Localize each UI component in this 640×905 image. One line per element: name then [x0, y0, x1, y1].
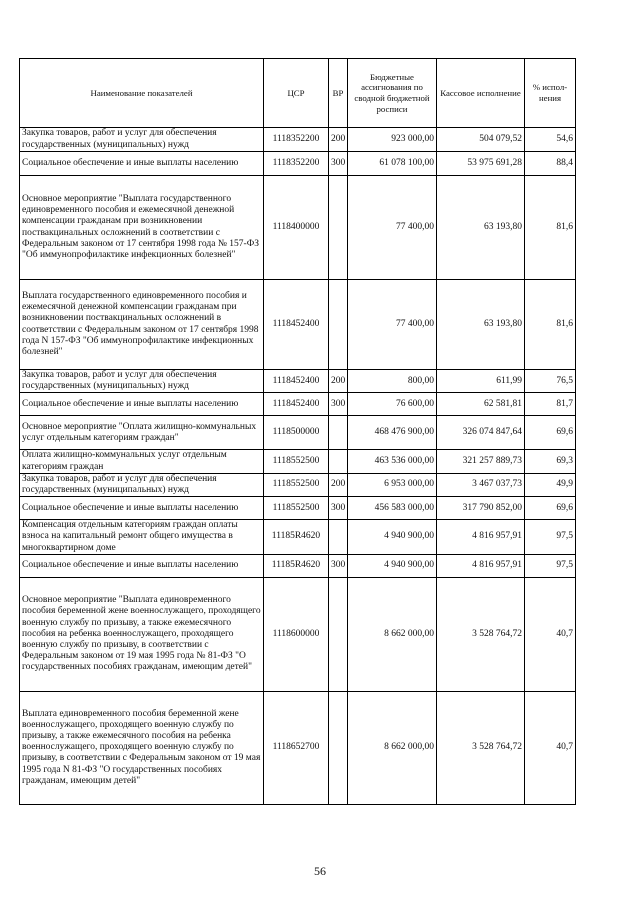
row-vr: 300 — [329, 497, 348, 520]
row-csr: 11185R4620 — [264, 520, 329, 555]
table-row — [20, 450, 576, 473]
budget-execution-table — [19, 58, 576, 805]
row-csr: 1118600000 — [264, 577, 329, 691]
row-cash-execution: 611,99 — [437, 370, 525, 393]
row-vr: 300 — [329, 393, 348, 416]
row-percent: 76,5 — [525, 370, 576, 393]
table-row — [20, 176, 576, 280]
row-percent: 81,7 — [525, 393, 576, 416]
row-cash-execution: 3 528 764,72 — [437, 577, 525, 691]
row-vr — [329, 280, 348, 370]
row-csr: 1118452400 — [264, 280, 329, 370]
row-allocation: 800,00 — [348, 370, 437, 393]
row-csr: 1118652700 — [264, 691, 329, 804]
table-header-row — [20, 59, 576, 128]
row-allocation: 77 400,00 — [348, 176, 437, 280]
row-percent: 40,7 — [525, 691, 576, 804]
table-row — [20, 393, 576, 416]
row-csr: 1118552500 — [264, 473, 329, 496]
row-cash-execution: 63 193,80 — [437, 176, 525, 280]
row-csr: 1118400000 — [264, 176, 329, 280]
row-name: Социальное обеспечение и иные выплаты населению — [20, 497, 264, 520]
row-name: Закупка товаров, работ и услуг для обеспечения государственных (муниципальных) нужд — [20, 370, 264, 393]
row-name: Основное мероприятие "Оплата жилищно-коммунальных услуг отдельным категориям граждан" — [20, 416, 264, 450]
row-cash-execution: 321 257 889,73 — [437, 450, 525, 473]
row-csr: 1118552500 — [264, 497, 329, 520]
table-row — [20, 691, 576, 804]
row-name: Социальное обеспечение и иные выплаты населению — [20, 152, 264, 176]
row-name: Основное мероприятие "Выплата единовременного пособия беременной жене военнослужащего, проходящего военную службу по призыву, а также ежемесячного пособия на ребенка военнослужащего, проходящего военную службу по призыву, в соответствии с Федеральным законом от 19 мая 1995 года № 81-ФЗ "О государственных пособиях гражданам, имеющим детей" — [20, 577, 264, 691]
page-number: 56 — [314, 864, 326, 878]
row-name: Основное мероприятие "Выплата государственного единовременного пособия и ежемесячной денежной компенсации гражданам при возникновении поствакцинальных осложнений в соответствии с Федеральным законом от 17 сентября 1998 года № 157-ФЗ "Об иммунопрофилактике инфекционных болезней" — [20, 176, 264, 280]
row-vr — [329, 577, 348, 691]
row-allocation: 61 078 100,00 — [348, 152, 437, 176]
row-allocation: 6 953 000,00 — [348, 473, 437, 496]
row-csr: 1118500000 — [264, 416, 329, 450]
row-percent: 54,6 — [525, 128, 576, 152]
row-name: Компенсация отдельным категориям граждан оплаты взноса на капитальный ремонт общего имущества в многоквартирном доме — [20, 520, 264, 555]
row-percent: 69,6 — [525, 416, 576, 450]
table-row — [20, 416, 576, 450]
row-percent: 97,5 — [525, 520, 576, 555]
row-name: Закупка товаров, работ и услуг для обеспечения государственных (муниципальных) нужд — [20, 473, 264, 496]
row-vr — [329, 450, 348, 473]
row-csr: 1118452400 — [264, 370, 329, 393]
row-csr: 1118552500 — [264, 450, 329, 473]
row-cash-execution: 53 975 691,28 — [437, 152, 525, 176]
table-row — [20, 497, 576, 520]
row-csr: 11185R4620 — [264, 554, 329, 577]
table-row — [20, 370, 576, 393]
table-row — [20, 280, 576, 370]
row-cash-execution: 317 790 852,00 — [437, 497, 525, 520]
header-allocations: Бюджетные ассигнования по сводной бюджетной росписи — [348, 59, 437, 128]
row-percent: 88,4 — [525, 152, 576, 176]
row-csr: 1118352200 — [264, 128, 329, 152]
row-vr — [329, 176, 348, 280]
row-cash-execution: 504 079,52 — [437, 128, 525, 152]
row-allocation: 4 940 900,00 — [348, 554, 437, 577]
header-percent: % испол-нения — [525, 59, 576, 128]
row-allocation: 923 000,00 — [348, 128, 437, 152]
row-percent: 49,9 — [525, 473, 576, 496]
row-allocation: 8 662 000,00 — [348, 691, 437, 804]
row-name: Социальное обеспечение и иные выплаты населению — [20, 554, 264, 577]
table-row — [20, 520, 576, 555]
row-allocation: 8 662 000,00 — [348, 577, 437, 691]
row-cash-execution: 4 816 957,91 — [437, 554, 525, 577]
row-percent: 69,3 — [525, 450, 576, 473]
row-cash-execution: 63 193,80 — [437, 280, 525, 370]
row-vr — [329, 520, 348, 555]
row-allocation: 463 536 000,00 — [348, 450, 437, 473]
table-row — [20, 554, 576, 577]
row-allocation: 77 400,00 — [348, 280, 437, 370]
row-name: Социальное обеспечение и иные выплаты населению — [20, 393, 264, 416]
row-csr: 1118352200 — [264, 152, 329, 176]
row-percent: 97,5 — [525, 554, 576, 577]
row-vr: 200 — [329, 370, 348, 393]
row-percent: 40,7 — [525, 577, 576, 691]
row-allocation: 468 476 900,00 — [348, 416, 437, 450]
row-vr — [329, 691, 348, 804]
table-row — [20, 577, 576, 691]
row-allocation: 4 940 900,00 — [348, 520, 437, 555]
table-row — [20, 128, 576, 152]
row-name: Выплата единовременного пособия беременной жене военнослужащего, проходящего военную службу по призыву, а также ежемесячного пособия на ребенка военнослужащего, проходящего военную службу по призыву, в соответствии с Федеральным законом от 19 мая 1995 года N 81-ФЗ "О государственных пособиях гражданам, имеющим детей" — [20, 691, 264, 804]
row-allocation: 76 600,00 — [348, 393, 437, 416]
row-vr: 200 — [329, 128, 348, 152]
row-vr — [329, 416, 348, 450]
table-row — [20, 473, 576, 496]
row-name: Закупка товаров, работ и услуг для обеспечения государственных (муниципальных) нужд — [20, 128, 264, 152]
header-name: Наименование показателей — [20, 59, 264, 128]
row-name: Выплата государственного единовременного пособия и ежемесячной денежной компенсации гражданам при возникновении поствакцинальных осложнений в соответствии с Федеральным законом от 17 сентября 1998 года N 157-ФЗ "Об иммунопрофилактике инфекционных болезней" — [20, 280, 264, 370]
row-cash-execution: 326 074 847,64 — [437, 416, 525, 450]
row-allocation: 456 583 000,00 — [348, 497, 437, 520]
row-cash-execution: 3 467 037,73 — [437, 473, 525, 496]
table-row — [20, 152, 576, 176]
row-cash-execution: 62 581,81 — [437, 393, 525, 416]
row-cash-execution: 3 528 764,72 — [437, 691, 525, 804]
row-cash-execution: 4 816 957,91 — [437, 520, 525, 555]
row-name: Оплата жилищно-коммунальных услуг отдельным категориям граждан — [20, 450, 264, 473]
row-percent: 81,6 — [525, 280, 576, 370]
header-csr: ЦСР — [264, 59, 329, 128]
row-vr: 300 — [329, 554, 348, 577]
header-cash-execution: Кассовое исполнение — [437, 59, 525, 128]
header-vr: ВР — [329, 59, 348, 128]
row-vr: 200 — [329, 473, 348, 496]
row-vr: 300 — [329, 152, 348, 176]
row-csr: 1118452400 — [264, 393, 329, 416]
row-percent: 81,6 — [525, 176, 576, 280]
row-percent: 69,6 — [525, 497, 576, 520]
